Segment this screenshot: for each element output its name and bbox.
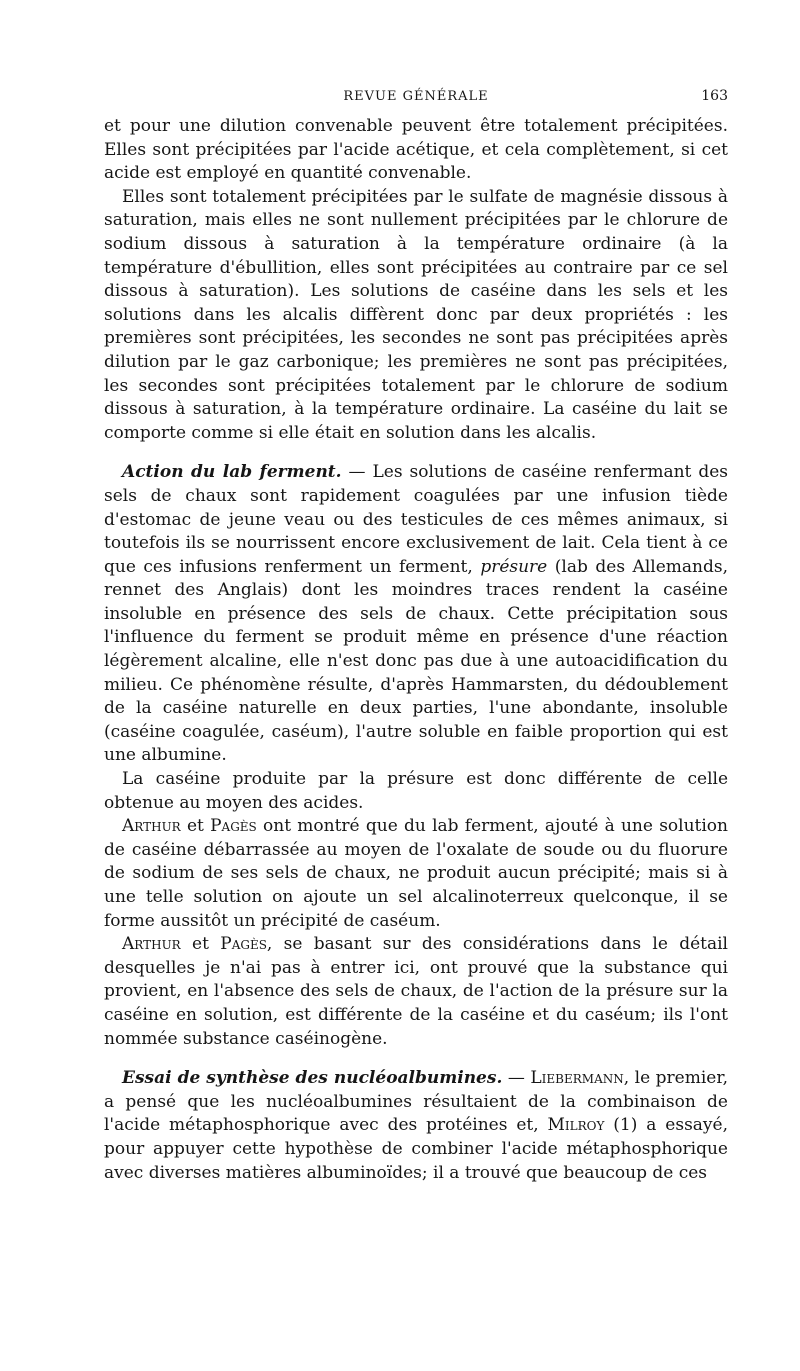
paragraph-text: ont montré que du lab ferment, ajouté à une solution de caséine débarrassée au moyen de l'oxalate de soude ou du fluorure de sodium de ses sels de chaux, ne produit aucun précipité; mais si à une telle solution on ajoute un sel alcalinoterreux quelconque, il se forme aussitôt un précipité de caséum. [104,816,728,931]
section-title-synthese: Essai de synthèse des nucléoalbumines. [122,1068,503,1089]
paragraph-arthur-pages-2 [104,933,728,1051]
author-name: Milroy [547,1115,605,1136]
author-name: Arthur [122,816,181,837]
paragraph-salts-solubility: Elles sont totalement précipitées par le sulfate de magnésie dissous à saturation, mais elles ne sont nullement précipitées par le chlorure de sodium dissous à saturation à la température ordinaire (à la température d'ébullition, elles sont précipitées au contraire par ce sel dissous à saturation). Les solutions de caséine dans les sels et les solutions dans les alcalis diffèrent donc par deux propriétés : les premières sont précipitées, les secondes ne sont pas précipitées après dilution par le gaz carbonique; les premières ne sont pas précipitées, les secondes sont précipitées totalement par le chlorure de sodium dissous à saturation, à la température ordinaire. La caséine du lait se comporte comme si elle était en solution dans les alcalis. [104,186,728,443]
conjunction: et [180,816,211,837]
paragraph-arthur-pages-1 [104,815,728,933]
section-lab-ferment [104,461,728,768]
running-header [104,86,728,110]
paragraph-continued: et pour une dilution convenable peuvent être totalement précipitées. Elles sont précipitées par l'acide acétique, et cela complètement, si cet acide est employé en quantité convenable. [104,116,728,184]
author-name: Arthur [122,934,181,955]
page [104,86,728,1185]
term-presure: présure [480,556,548,577]
section-title-lab-ferment: Action du lab ferment. [122,462,342,483]
section-text: , le premier, a pensé que les nucléoalbumines résultaient de la combinaison de l'acide métaphosphorique avec des protéines et, [104,1068,728,1136]
section-text: a essayé, pour appuyer cette hypothèse de combiner l'acide métaphosphorique avec diverses matières albuminoïdes; il a trouvé que beaucoup de ces [104,1115,729,1183]
dash: — [502,1068,531,1089]
body-text [104,115,728,1185]
section-text: (lab des Allemands, rennet des Anglais) dont les moindres traces rendent la caséine insoluble en présence des sels de chaux. Cette précipitation sous l'influence du ferment se produit même en présence d'une réaction légèrement alcaline, elle n'est donc pas due à une autoacidification du milieu. Ce phénomène résulte, d'après Hammarsten, du dédoublement de la caséine naturelle en deux parties, l'une abondante, insoluble (caséine coagulée, caséum), l'autre soluble en faible proportion qui est une albumine. [104,556,728,766]
footnote-reference: (1) [604,1115,638,1136]
paragraph-text: , se basant sur des considérations dans le détail desquelles je n'ai pas à entrer ici, ont prouvé que la substance qui provient, en l'absence des sels de chaux, de l'action de la présure sur la caséine en solution, est différente de la caséine et du caséum; ils l'ont nommée substance caséinogène. [104,934,728,1049]
page-number: 163 [701,88,728,104]
paragraph-presure-caseine: La caséine produite par la présure est donc différente de celle obtenue au moyen des acides. [104,769,728,813]
section-synthese-nucleoalbumines [104,1067,728,1185]
author-name: Pagès [210,816,257,837]
running-title: REVUE GÉNÉRALE [343,89,489,104]
author-name: Liebermann [530,1068,624,1089]
conjunction: et [180,934,221,955]
author-name: Pagès [220,934,267,955]
section-text: — Les solutions de caséine renfermant des sels de chaux sont rapidement coagulées par une infusion tiède d'estomac de jeune veau ou des testicules de ces mêmes animaux, si toutefois ils se nourrissent encore exclusivement de lait. Cela tient à ce que ces infusions renferment un ferment, [104,462,728,577]
